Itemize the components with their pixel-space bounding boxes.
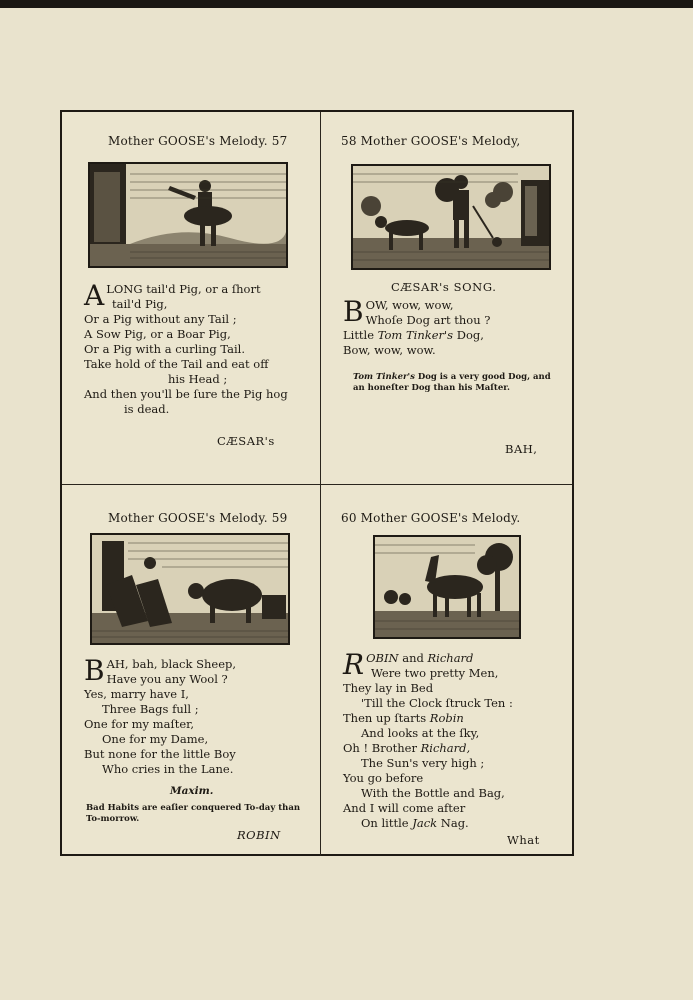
verse-line: But none for the little Boy: [84, 747, 236, 761]
verse-line: You go before: [343, 771, 424, 785]
drop-cap: B: [343, 295, 364, 328]
page-58: [321, 112, 576, 482]
verse-line: is dead.: [124, 402, 170, 416]
maxim-text: Bad Habits are eaſier conquered To-day than To-morrow.: [86, 803, 301, 824]
verse-line: Or a Pig with a curling Tail.: [84, 342, 246, 356]
verse-line: Take hold of the Tail and eat off: [84, 357, 269, 371]
verse-text: On little: [361, 816, 413, 830]
verse-line: Who cries in the Lane.: [102, 762, 234, 776]
verse-name: OBIN: [366, 651, 399, 665]
verse-sheep: [84, 654, 314, 777]
catchword: CÆSAR's: [217, 434, 275, 448]
verse-line: Yes, marry have I,: [84, 687, 189, 701]
page-header: Mother GOOSE's Melody. 59: [108, 511, 288, 525]
verse-name: Jack: [412, 816, 438, 830]
verse-pig: [84, 279, 314, 417]
verse-name: Robin: [429, 711, 464, 725]
verse-line: And looks at the ſky,: [361, 726, 480, 740]
note-name: Tom Tinker's: [353, 372, 415, 382]
verse-line: Were two pretty Men,: [371, 666, 499, 680]
verse-text: Oh ! Brother: [343, 741, 421, 755]
maxim-title: Maxim.: [170, 785, 214, 797]
verse-line: And then you'll be ſure the Pig hog: [84, 387, 288, 401]
verse-text: Little: [343, 328, 378, 342]
verse-line: With the Bottle and Bag,: [361, 786, 505, 800]
verse-line: Whoſe Dog art thou ?: [365, 313, 491, 327]
verse-line: And I will come after: [343, 801, 466, 815]
drop-cap: R: [343, 648, 365, 681]
verse-line: his Head ;: [168, 372, 228, 386]
verse-text: Dog,: [453, 328, 484, 342]
verse-name: Richard,: [420, 741, 471, 755]
verse-text: Then up ſtarts: [343, 711, 430, 725]
verse-name: Tom Tinker's: [377, 328, 454, 342]
woodcut-black-sheep: [90, 533, 290, 645]
catchword: ROBIN: [237, 828, 281, 842]
page-57: [62, 112, 317, 482]
song-title: CÆSAR's SONG.: [391, 280, 497, 294]
verse-line: Bow, wow, wow.: [343, 343, 436, 357]
drop-cap: A: [84, 279, 105, 312]
verse-line: Or a Pig without any Tail ;: [84, 312, 237, 326]
page-header: 60 Mother GOOSE's Melody.: [341, 511, 521, 525]
catchword: BAH,: [505, 442, 538, 456]
verse-line: tail'd Pig,: [112, 297, 168, 311]
page-header: 58 Mother GOOSE's Melody,: [341, 134, 521, 148]
verse-line: They lay in Bed: [343, 681, 434, 695]
verse-text: and: [398, 651, 428, 665]
verse-line: Have you any Wool ?: [106, 672, 228, 686]
verse-name: Richard: [427, 651, 474, 665]
page-header: Mother GOOSE's Melody. 57: [108, 134, 288, 148]
verse-line: One for my Dame,: [102, 732, 209, 746]
woodcut-horse: [373, 535, 521, 639]
woodcut-pig-seller: [88, 162, 288, 268]
verse-line: OW, wow, wow,: [365, 298, 454, 312]
note-text: Dog is a very good Dog, and an honeſter Dog than his Maſter.: [353, 372, 551, 393]
verse-line: Three Bags full ;: [102, 702, 199, 716]
moral-note: [353, 372, 553, 394]
verse-line: LONG tail'd Pig, or a ſhort: [106, 282, 261, 296]
page-59: [62, 485, 317, 855]
verse-line: One for my maſter,: [84, 717, 195, 731]
verse-text: Nag.: [437, 816, 469, 830]
page-60: [321, 485, 576, 855]
woodcut-tinker-dog: [351, 164, 551, 270]
top-edge: [0, 0, 693, 8]
catchword: What: [507, 833, 540, 847]
verse-dog: [343, 295, 573, 358]
verse-line: The Sun's very high ;: [361, 756, 485, 770]
verse-line: AH, bah, black Sheep,: [106, 657, 237, 671]
verse-line: A Sow Pig, or a Boar Pig,: [84, 327, 231, 341]
verse-robin: [343, 648, 573, 831]
drop-cap: B: [84, 654, 105, 687]
verse-line: 'Till the Clock ſtruck Ten :: [361, 696, 513, 710]
facsimile-sheet: [60, 110, 574, 856]
